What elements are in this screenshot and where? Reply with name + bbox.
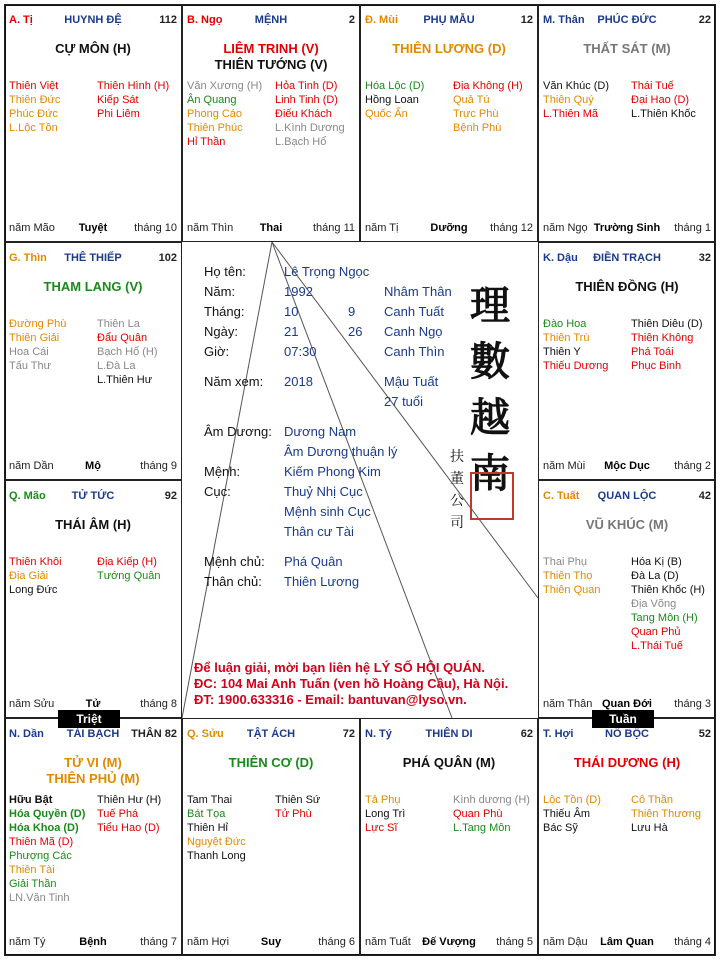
palace-header — [365, 13, 533, 29]
palace-name: TÀI BẠCH — [66, 728, 120, 740]
palace-name: NÔ BỘC — [605, 728, 649, 740]
palace-position: K. Dậu — [543, 252, 578, 264]
minor-star: Hóa Quyền (D) — [9, 808, 86, 820]
minor-star: Hồng Loan — [365, 94, 419, 106]
palace-header — [543, 489, 711, 505]
minor-star: Đại Hao (D) — [631, 94, 690, 106]
minor-star: Đà La (D) — [631, 570, 679, 582]
minor-star: Thiên Y — [543, 346, 581, 358]
value-ngay-can: Canh Ngọ — [384, 324, 443, 339]
minor-star: L.Thái Tuế — [631, 640, 683, 652]
minor-star: Thiên Diêu (D) — [631, 318, 703, 330]
palace-footer — [187, 221, 355, 235]
minor-star: L.Tang Môn — [453, 822, 511, 834]
footer-stage: Thai — [259, 222, 283, 234]
palace-position: T. Hợi — [543, 728, 574, 740]
palace-position: C. Tuất — [543, 490, 580, 502]
minor-star: Bát Tọa — [187, 808, 226, 820]
footer-year: năm Tị — [365, 222, 399, 234]
minor-star: L.Lộc Tồn — [9, 122, 58, 134]
footer-stage: Trường Sinh — [593, 222, 661, 234]
minor-stars-right — [97, 793, 161, 835]
minor-star: L.Kình Dương — [275, 122, 345, 134]
red-seal-stamp — [470, 472, 514, 520]
footer-year: năm Thân — [543, 698, 593, 710]
value-nam-xem: 2018 — [284, 374, 313, 389]
footer-month: tháng 9 — [140, 460, 177, 472]
palace-footer — [365, 935, 533, 949]
minor-star: Lực Sĩ — [365, 822, 398, 834]
minor-stars-right — [275, 79, 345, 149]
palace-number: 102 — [158, 252, 177, 264]
minor-star: Phong Cáo — [187, 108, 243, 120]
minor-star: Quả Tú — [453, 94, 490, 106]
minor-star: Hóa Kị (B) — [631, 556, 682, 568]
minor-star: Phượng Các — [9, 850, 72, 862]
minor-star: Thai Phụ — [543, 556, 588, 568]
footer-month: tháng 12 — [490, 222, 533, 234]
minor-star: Thiên La — [97, 318, 140, 330]
minor-star: Quan Phù — [453, 808, 503, 820]
palace-name: THÊ THIẾP — [64, 252, 122, 264]
value-gio: 07:30 — [284, 344, 317, 359]
palace-header — [543, 251, 711, 267]
minor-stars-right — [631, 793, 701, 835]
palace-number: 22 — [698, 14, 711, 26]
minor-stars-left — [543, 79, 609, 121]
minor-star: Hóa Lộc (D) — [365, 80, 425, 92]
main-star: THIÊN TƯỚNG (V) — [214, 57, 328, 72]
minor-star: Lưu Hà — [631, 822, 668, 834]
palace-position: Đ. Mùi — [365, 14, 398, 26]
main-star: TỬ VI (M) — [64, 755, 122, 770]
minor-stars-right — [453, 793, 530, 835]
value-am-duong: Dương Nam — [284, 424, 357, 439]
footer-stage: Bệnh — [79, 936, 107, 948]
palace-header — [9, 489, 177, 505]
minor-star: Hóa Khoa (D) — [9, 822, 79, 834]
footer-year: năm Dần — [9, 460, 54, 472]
label-nam: Năm: — [204, 284, 236, 299]
value-gio-can: Canh Thìn — [384, 344, 445, 359]
minor-star: Bạch Hổ (H) — [97, 346, 158, 358]
minor-star: Thiên Việt — [9, 80, 59, 92]
label-cuc: Cục: — [204, 484, 231, 499]
minor-star: Thiên Thọ — [543, 570, 593, 582]
palace-name: ĐIỀN TRẠCH — [593, 252, 661, 264]
minor-star: Cô Thần — [631, 794, 673, 806]
main-star: THÁI ÂM (H) — [55, 517, 131, 532]
footer-stage: Suy — [260, 936, 282, 948]
minor-star: Đường Phù — [9, 318, 67, 330]
value-menh-chu: Phá Quân — [284, 554, 343, 569]
footer-month: tháng 2 — [674, 460, 711, 472]
value-thang-can: Canh Tuất — [384, 304, 444, 319]
minor-star: Địa Không (H) — [453, 80, 523, 92]
minor-stars-left — [9, 555, 62, 597]
minor-star: Thiên Giải — [9, 332, 60, 344]
minor-star: Phục Binh — [631, 360, 682, 372]
value-menh: Kiếm Phong Kim — [284, 464, 381, 479]
palace-cell — [4, 718, 182, 956]
minor-star: Thiên Hỉ — [187, 822, 228, 834]
minor-star: Thiên Đức — [9, 94, 61, 106]
value-am-duong-2: Âm Dương thuận lý — [284, 444, 398, 459]
palace-cell — [538, 242, 716, 480]
palace-name: PHỤ MẪU — [423, 14, 475, 26]
palace-name: TẬT ÁCH — [246, 728, 296, 740]
palace-number: 62 — [520, 728, 533, 740]
minor-stars-right — [631, 317, 703, 373]
palace-header — [9, 251, 177, 267]
palace-cell — [182, 4, 360, 242]
palace-cell — [360, 718, 538, 956]
palace-position: G. Thìn — [9, 252, 47, 264]
minor-star: Ân Quang — [187, 94, 237, 106]
palace-number: 92 — [164, 490, 177, 502]
palace-cell — [538, 4, 716, 242]
minor-star: L.Đà La — [97, 360, 136, 372]
minor-star: Quan Phủ — [631, 626, 681, 638]
footer-year: năm Hợi — [187, 936, 230, 948]
minor-star: Địa Giải — [9, 570, 49, 582]
footer-year: năm Tuất — [365, 936, 411, 948]
value-nam-can: Nhâm Thân — [384, 284, 452, 299]
minor-star: Thiên Trù — [543, 332, 590, 344]
palace-name: MỆNH — [254, 14, 288, 26]
minor-star: Địa Kiếp (H) — [97, 556, 157, 568]
minor-star: Tiểu Hao (D) — [97, 822, 160, 834]
main-star: CỰ MÔN (H) — [55, 41, 131, 56]
minor-star: Bác Sỹ — [543, 822, 578, 834]
palace-footer — [543, 697, 711, 711]
minor-stars-right — [631, 79, 696, 121]
palace-footer — [9, 697, 177, 711]
minor-star: Long Trì — [365, 808, 406, 820]
minor-star: Địa Võng — [631, 598, 677, 610]
palace-header — [187, 727, 355, 743]
palace-name: TỬ TỨC — [71, 490, 115, 502]
value-cuc-3: Thân cư Tài — [284, 524, 354, 539]
footer-month: tháng 5 — [496, 936, 533, 948]
minor-stars-right — [97, 317, 158, 387]
minor-star: Thiên Khốc (H) — [631, 584, 705, 596]
main-star: THÁI DƯƠNG (H) — [573, 755, 681, 770]
main-star: LIÊM TRINH (V) — [223, 41, 319, 56]
minor-stars-left — [543, 793, 601, 835]
palace-number: 52 — [698, 728, 711, 740]
minor-stars-right — [97, 79, 169, 121]
palace-position: N. Dần — [9, 728, 44, 740]
footer-year: năm Mão — [9, 222, 55, 234]
label-nam-xem: Năm xem: — [204, 374, 264, 389]
calligraphy-char-2: 數 — [470, 338, 510, 385]
footer-stage: Tử — [85, 698, 101, 710]
footer-month: tháng 4 — [674, 936, 711, 948]
minor-star: Thiếu Dương — [543, 360, 609, 372]
minor-star: Trực Phù — [453, 108, 499, 120]
palace-footer — [187, 935, 355, 949]
minor-star: Tang Môn (H) — [631, 612, 698, 624]
center-info-panel — [180, 240, 536, 716]
calligraphy-char-4: 南 — [470, 450, 510, 497]
minor-star: Hỏa Tinh (D) — [275, 80, 338, 92]
palace-position: Q. Mão — [9, 490, 46, 502]
value-cuc: Thuỷ Nhị Cục — [284, 484, 363, 499]
palace-number: 72 — [342, 728, 355, 740]
minor-star: Thanh Long — [187, 850, 246, 862]
label-ho-ten: Họ tên: — [204, 264, 246, 279]
minor-star: Điếu Khách — [275, 108, 332, 120]
palace-name: HUYNH ĐỆ — [64, 14, 122, 26]
minor-star: Hỉ Thần — [187, 136, 226, 148]
minor-star: Tam Thai — [187, 794, 233, 806]
minor-stars-left — [365, 79, 424, 121]
palace-cell — [360, 4, 538, 242]
contact-line-1: Để luận giải, mời bạn liên hệ LÝ SỐ HỘI QUÁN. — [194, 660, 485, 675]
main-star: VŨ KHÚC (M) — [585, 517, 669, 532]
main-star: THIÊN CƠ (D) — [228, 755, 314, 770]
palace-name: THIÊN DI — [425, 728, 473, 740]
minor-stars-right — [275, 793, 320, 821]
minor-stars-left — [187, 793, 246, 863]
minor-star: Thiên Khôi — [9, 556, 62, 568]
minor-star: Tấu Thư — [9, 360, 52, 372]
minor-star: Hoa Cái — [9, 346, 49, 358]
palace-number: 42 — [698, 490, 711, 502]
minor-star: L.Thiên Mã — [543, 108, 599, 120]
footer-stage: Mộc Dục — [604, 460, 650, 472]
side-char-3: 公 — [450, 493, 464, 509]
footer-year: năm Ngọ — [543, 222, 588, 234]
minor-star: Thiên Quý — [543, 94, 594, 106]
footer-stage: Đế Vượng — [422, 936, 476, 948]
minor-star: Hữu Bật — [9, 794, 53, 806]
palace-header — [187, 13, 355, 29]
palace-footer — [543, 459, 711, 473]
minor-star: Thiếu Âm — [543, 808, 591, 820]
minor-star: Lộc Tồn (D) — [543, 794, 601, 806]
calligraphy-char-1: 理 — [470, 282, 510, 329]
palace-position: A. Tị — [9, 14, 33, 26]
minor-star: Thái Tuế — [631, 80, 674, 92]
label-am-duong: Âm Dương: — [204, 424, 272, 439]
minor-star: Thiên Phúc — [187, 122, 243, 134]
contact-line-2: ĐC: 104 Mai Anh Tuấn (ven hồ Hoàng Cầu), Hà Nội. — [194, 676, 509, 691]
palace-cell — [4, 480, 182, 718]
palace-position: M. Thân — [543, 14, 585, 26]
tag-tuan: Tuần — [592, 710, 654, 728]
footer-year: năm Tý — [9, 936, 46, 948]
minor-stars-left — [543, 317, 608, 373]
minor-star: Thiên Sứ — [275, 794, 321, 806]
palace-header — [543, 13, 711, 29]
palace-cell — [182, 718, 360, 956]
palace-cell — [538, 480, 716, 718]
palace-footer — [543, 935, 711, 949]
minor-star: Phi Liêm — [97, 108, 140, 120]
label-than-chu: Thân chủ: — [204, 574, 262, 589]
value-tuoi: 27 tuổi — [384, 394, 424, 409]
minor-star: Tuế Phá — [97, 808, 139, 820]
palace-footer — [9, 935, 177, 949]
minor-star: L.Thiên Hư — [97, 374, 153, 386]
palace-name: PHÚC ĐỨC — [597, 14, 657, 26]
palace-footer — [9, 459, 177, 473]
main-star: THIÊN PHỦ (M) — [46, 771, 140, 786]
minor-stars-left — [9, 79, 60, 135]
value-nam-xem-can: Mậu Tuất — [384, 374, 439, 389]
palace-number: 112 — [159, 14, 177, 26]
minor-star: Thiên Hư (H) — [97, 794, 162, 806]
main-star: THAM LANG (V) — [43, 279, 143, 294]
minor-star: Thiên Tài — [9, 864, 55, 876]
minor-stars-right — [97, 555, 161, 583]
footer-stage: Mộ — [85, 460, 101, 472]
palace-number: 2 — [348, 14, 355, 26]
label-ngay: Ngày: — [204, 324, 238, 339]
palace-number: 12 — [520, 14, 533, 26]
minor-star: Quốc Ấn — [365, 108, 408, 120]
minor-star: Thiên Không — [631, 332, 694, 344]
minor-star: Thiên Thương — [631, 808, 702, 820]
minor-star: Đẩu Quân — [97, 332, 148, 344]
palace-footer — [543, 221, 711, 235]
value-ho-ten: Lê Trọng Ngọc — [284, 264, 370, 279]
footer-year: năm Thìn — [187, 222, 234, 234]
footer-stage: Dưỡng — [430, 222, 468, 234]
palace-header — [365, 727, 533, 743]
palace-number: THÂN 82 — [131, 728, 177, 740]
footer-year: năm Dậu — [543, 936, 588, 948]
minor-star: Kình dương (H) — [453, 794, 530, 806]
minor-star: Đào Hoa — [543, 318, 587, 330]
minor-star: Văn Xương (H) — [187, 80, 263, 92]
palace-cell — [538, 718, 716, 956]
minor-star: Nguyệt Đức — [187, 836, 246, 848]
minor-star: Giải Thần — [9, 878, 57, 890]
palace-position: Q. Sửu — [187, 728, 224, 740]
minor-star: Thiên Mã (D) — [9, 836, 74, 848]
footer-month: tháng 1 — [674, 222, 711, 234]
palace-footer — [9, 221, 177, 235]
main-star: THẤT SÁT (M) — [583, 41, 671, 56]
minor-stars-left — [9, 793, 85, 905]
label-menh-chu: Mệnh chủ: — [204, 554, 265, 569]
minor-stars-left — [9, 317, 66, 373]
minor-star: Thiên Hình (H) — [97, 80, 170, 92]
palace-header — [543, 727, 711, 743]
palace-name: QUAN LỘC — [597, 490, 657, 502]
main-star: THIÊN ĐỒNG (H) — [575, 279, 679, 294]
minor-star: Long Đức — [9, 584, 58, 596]
value-than-chu: Thiên Lương — [284, 574, 360, 589]
footer-month: tháng 6 — [318, 936, 355, 948]
label-gio: Giờ: — [204, 344, 230, 359]
minor-star: Phúc Đức — [9, 108, 58, 120]
minor-star: Tử Phù — [275, 808, 312, 820]
footer-month: tháng 7 — [140, 936, 177, 948]
minor-stars-right — [631, 555, 705, 653]
footer-stage: Tuyệt — [78, 222, 108, 234]
footer-year: năm Mùi — [543, 460, 586, 472]
palace-position: N. Tý — [365, 728, 392, 740]
value-thang-am: 9 — [348, 304, 356, 319]
minor-star: Thiên Quan — [543, 584, 601, 596]
footer-month: tháng 8 — [140, 698, 177, 710]
footer-month: tháng 3 — [674, 698, 711, 710]
minor-star: Linh Tinh (D) — [275, 94, 338, 106]
minor-star: Văn Khúc (D) — [543, 80, 610, 92]
calligraphy-char-3: 越 — [470, 394, 510, 441]
palace-position: B. Ngọ — [187, 14, 223, 26]
footer-month: tháng 10 — [134, 222, 177, 234]
minor-star: Tướng Quân — [97, 570, 161, 582]
minor-star: Phá Toái — [631, 346, 674, 358]
minor-star: Tả Phụ — [365, 794, 401, 806]
minor-star: Bệnh Phù — [453, 122, 502, 134]
footer-stage: Quan Đới — [602, 698, 652, 710]
value-ngay-am: 26 — [348, 324, 363, 339]
side-char-2: 董 — [450, 471, 464, 487]
minor-star: Kiếp Sát — [97, 94, 139, 106]
value-cuc-2: Mệnh sinh Cục — [284, 504, 371, 519]
value-thang: 10 — [284, 304, 299, 319]
footer-year: năm Sửu — [9, 698, 55, 710]
side-char-1: 扶 — [450, 449, 464, 465]
side-char-4: 司 — [450, 515, 464, 531]
palace-footer — [365, 221, 533, 235]
palace-header — [9, 13, 177, 29]
footer-month: tháng 11 — [312, 222, 355, 234]
palace-cell — [4, 242, 182, 480]
tag-triet: Triệt — [58, 710, 120, 728]
main-star: THIÊN LƯƠNG (D) — [392, 41, 506, 56]
label-menh: Mệnh: — [204, 464, 241, 479]
palace-cell — [4, 4, 182, 242]
minor-stars-left — [543, 555, 600, 597]
minor-stars-right — [453, 79, 523, 135]
label-thang: Tháng: — [204, 304, 245, 319]
minor-star: L.Thiên Khốc — [631, 108, 696, 120]
value-nam: 1992 — [284, 284, 313, 299]
footer-stage: Lâm Quan — [600, 936, 654, 948]
value-ngay: 21 — [284, 324, 299, 339]
minor-stars-left — [365, 793, 405, 835]
contact-line-3: ĐT: 1900.633316 - Email: bantuvan@lyso.vn. — [194, 692, 467, 707]
minor-star: L.Bạch Hổ — [275, 136, 327, 148]
minor-stars-left — [187, 79, 262, 149]
palace-number: 32 — [698, 252, 711, 264]
palace-header — [9, 727, 177, 743]
main-star: PHÁ QUÂN (M) — [402, 755, 496, 770]
minor-star: LN.Văn Tinh — [9, 892, 70, 904]
